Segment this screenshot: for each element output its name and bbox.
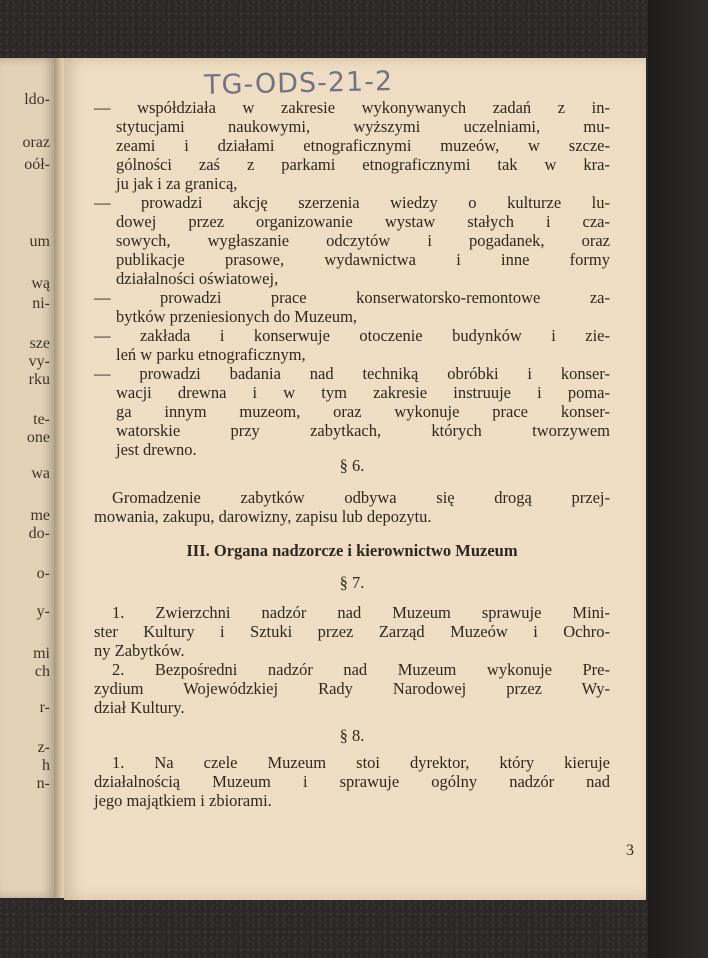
text-line: zydium Wojewódzkiej Rady Narodowej przez Wy- [94, 679, 610, 698]
document-page [64, 58, 646, 900]
text-line: Gromadzenie zabytków odbywa się drogą przej- [112, 488, 610, 507]
section-5-list [94, 98, 610, 459]
left-page-fragment: rku [28, 371, 50, 388]
text-line: ju jak i za granicą, [116, 174, 238, 193]
left-page-fragment: do- [28, 525, 50, 542]
chapter-title: III. Organa nadzorcze i kierownictwo Muzeum [186, 541, 518, 560]
left-page-fragment: me [30, 507, 50, 524]
left-page-fragment: sze [29, 335, 50, 352]
text-line: — zakłada i konserwuje otoczenie budynków i zie- [94, 326, 610, 345]
left-page-fragment: r- [39, 699, 50, 716]
left-page [0, 58, 56, 898]
left-page-fragment: mi [33, 645, 50, 662]
text-line: ster Kultury i Sztuki przez Zarząd Muzeów i Ochro- [94, 622, 610, 641]
section-heading-8 [94, 726, 610, 745]
text-line: 1. Na czele Muzeum stoi dyrektor, który kieruje [112, 753, 610, 772]
text-line: gólności zaś z parkami etnograficznymi tak w kra- [116, 155, 610, 174]
paragraph-sign: § 6. [339, 456, 365, 475]
text-line: działalnością Muzeum i sprawuje ogólny nadzór nad [94, 772, 610, 791]
text-line: bytków przeniesionych do Muzeum, [116, 307, 358, 326]
binding-edge [648, 0, 708, 958]
left-page-fragment: wą [31, 275, 50, 292]
left-page-fragment: um [29, 233, 50, 250]
text-line: watorskie przy zabytkach, których tworzywem [116, 421, 610, 440]
left-page-fragment: o- [36, 565, 50, 582]
left-page-fragment: te- [33, 411, 50, 428]
section-6-text [94, 488, 610, 526]
text-line: ny Zabytków. [94, 641, 185, 660]
left-page-fragment: oraz [22, 134, 50, 151]
left-page-fragment: wa [31, 465, 50, 482]
left-page-fragment: oół- [24, 156, 50, 173]
text-line: — prowadzi akcję szerzenia wiedzy o kulturze lu- [94, 193, 610, 212]
text-line: jest drewno. [116, 440, 197, 459]
chapter-heading [94, 541, 610, 560]
text-line: zeami i działami etnograficznymi muzeów, w szcze- [116, 136, 610, 155]
archive-reference-stamp: TG-ODS-21-2 [203, 66, 394, 101]
section-heading-7 [94, 573, 610, 592]
section-heading-6 [94, 456, 610, 475]
text-line: sowych, wygłaszanie odczytów i pogadanek, oraz [116, 231, 610, 250]
text-line: mowania, zakupu, darowizny, zapisu lub depozytu. [94, 507, 432, 526]
text-line: — współdziała w zakresie wykonywanych zadań z in- [94, 98, 610, 117]
text-line: jego majątkiem i zbiorami. [94, 791, 272, 810]
text-line: wacji drewna i w tym zakresie instruuje i poma- [116, 383, 610, 402]
left-page-fragment: one [26, 429, 50, 446]
left-page-fragment: ldo- [24, 91, 50, 108]
paragraph-sign: § 8. [339, 726, 365, 745]
left-page-fragment: ch [34, 663, 50, 680]
text-line: publikacje prasowe, wydawnictwa i inne formy [116, 250, 610, 269]
page-number: 3 [626, 842, 634, 859]
text-line: — prowadzi badania nad techniką obróbki i konser- [94, 364, 610, 383]
section-8-text [94, 753, 610, 810]
left-page-fragment: vy- [28, 353, 50, 370]
left-page-fragment: h [42, 757, 50, 774]
left-page-fragment: n- [36, 775, 50, 792]
left-page-fragment: z- [37, 739, 50, 756]
text-line: dowej przez organizowanie wystaw stałych i cza- [116, 212, 610, 231]
paragraph-sign: § 7. [339, 573, 365, 592]
text-line: dział Kultury. [94, 698, 185, 717]
text-line: leń w parku etnograficznym, [116, 345, 306, 364]
text-line: 1. Zwierzchni nadzór nad Muzeum sprawuje Mini- [112, 603, 610, 622]
section-7-text [94, 603, 610, 717]
text-line: 2. Bezpośredni nadzór nad Muzeum wykonuje Pre- [112, 660, 610, 679]
left-page-fragment: ni- [32, 295, 50, 312]
text-line: stytucjami naukowymi, wyższymi uczelniami, mu- [116, 117, 610, 136]
text-line: ga innym muzeom, oraz wykonuje prace konser- [116, 402, 610, 421]
text-line: działalności oświatowej, [116, 269, 279, 288]
text-line: — prowadzi prace konserwatorsko-remontowe za- [94, 288, 610, 307]
left-page-fragment: y- [36, 603, 50, 620]
